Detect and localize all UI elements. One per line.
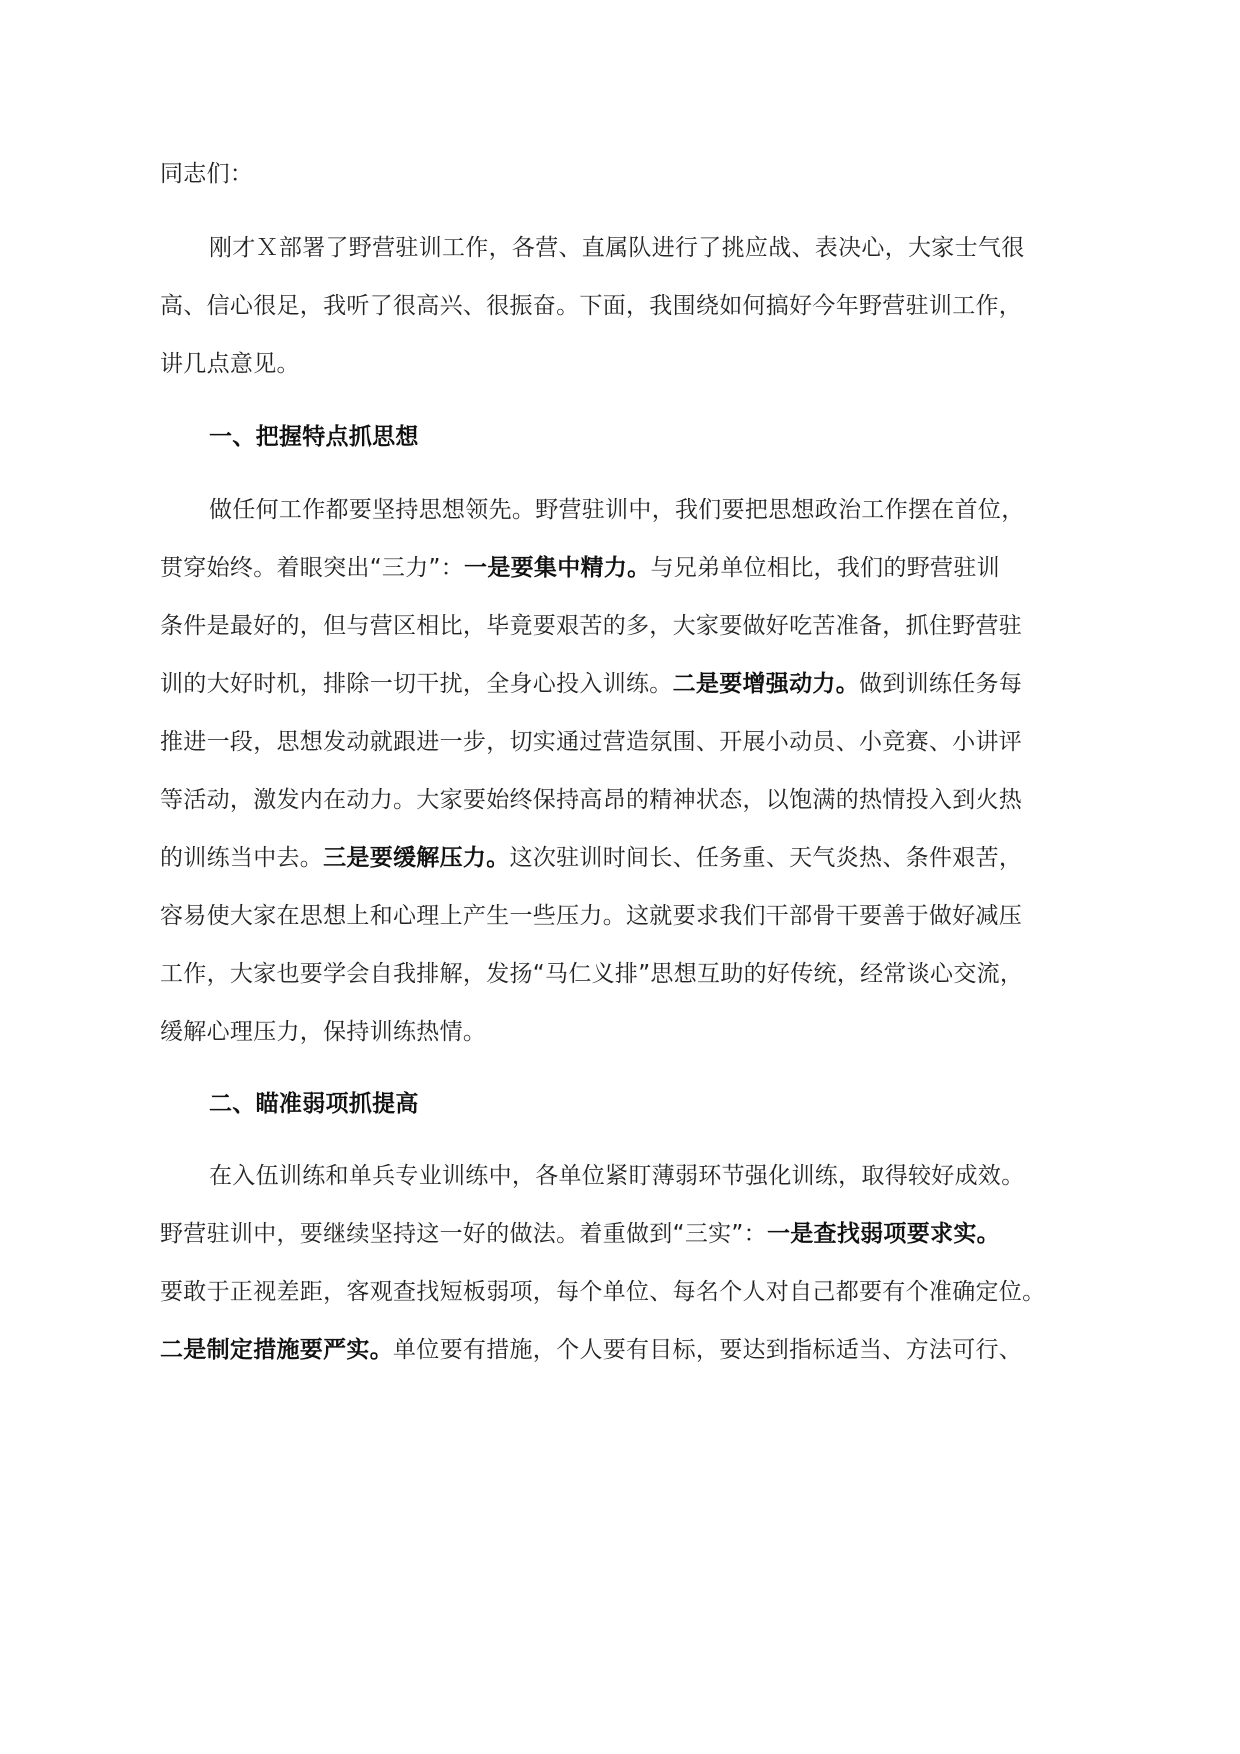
intro-line-1: 刚才Ｘ部署了野营驻训工作，各营、直属队进行了挑应战、表决心，大家士气很: [209, 235, 1025, 261]
section-1-line-8: 容易使大家在思想上和心理上产生一些压力。这就要求我们干部骨干要善于做好减压: [160, 903, 1023, 929]
section-1-line-9: 工作，大家也要学会自我排解，发扬“马仁义排”思想互助的好传统，经常谈心交流，: [160, 961, 1024, 987]
intro-line-3: 讲几点意见。: [160, 351, 300, 377]
text-run: 单位要有措施，个人要有目标，要达到指标适当、方法可行、: [393, 1337, 1023, 1363]
text-run: 与兄弟单位相比，我们的野营驻训: [650, 555, 1000, 581]
section-1-line-3: 条件是最好的，但与营区相比，毕竟要艰苦的多，大家要做好吃苦准备，抓住野营驻: [160, 613, 1023, 639]
bold-point: 三是要缓解压力。: [323, 845, 510, 871]
section-1-heading: [209, 421, 419, 453]
bold-point: 一是要集中精力。: [464, 555, 651, 581]
section-2-line-3: 要敢于正视差距，客观查找短板弱项，每个单位、每名个人对自己都要有个准确定位。: [160, 1279, 1046, 1305]
section-2-line-2: [160, 1218, 1000, 1250]
text-run: 做到训练任务每: [859, 671, 1023, 697]
text-run: 贯穿始终。着眼突出“三力”：: [160, 555, 465, 581]
salutation: 同志们：: [160, 161, 254, 187]
section-1-line-6: 等活动，激发内在动力。大家要始终保持高昂的精神状态，以饱满的热情投入到火热: [160, 787, 1023, 813]
section-1-line-7: [160, 842, 1022, 874]
text-run: 野营驻训中，要继续坚持这一好的做法。着重做到“三实”：: [160, 1221, 767, 1247]
text-run: 训的大好时机，排除一切干扰，全身心投入训练。: [160, 671, 673, 697]
section-2-heading-text: 二、瞄准弱项抓提高: [209, 1091, 419, 1117]
section-2-heading: [209, 1088, 419, 1120]
text-run: 的训练当中去。: [160, 845, 324, 871]
bold-point: 二是要增强动力。: [672, 671, 860, 697]
text-run: 这次驻训时间长、任务重、天气炎热、条件艰苦，: [509, 845, 1023, 871]
section-1-line-2: [160, 552, 1000, 584]
bold-point: 一是查找弱项要求实。: [766, 1221, 1000, 1247]
section-1-line-4: [160, 668, 1022, 700]
section-2-line-1: 在入伍训练和单兵专业训练中，各单位紧盯薄弱环节强化训练，取得较好成效。: [209, 1163, 1025, 1189]
section-1-line-1: 做任何工作都要坚持思想领先。野营驻训中，我们要把思想政治工作摆在首位，: [209, 497, 1025, 523]
intro-line-2: 高、信心很足，我听了很高兴、很振奋。下面，我围绕如何搞好今年野营驻训工作，: [160, 293, 1023, 319]
section-1-line-5: 推进一段，思想发动就跟进一步，切实通过营造氛围、开展小动员、小竞赛、小讲评: [160, 729, 1023, 755]
section-1-heading-text: 一、把握特点抓思想: [209, 424, 419, 450]
section-2-line-4: [160, 1334, 1022, 1366]
section-1-line-10: 缓解心理压力，保持训练热情。: [160, 1019, 487, 1045]
bold-point: 二是制定措施要严实。: [160, 1337, 393, 1363]
